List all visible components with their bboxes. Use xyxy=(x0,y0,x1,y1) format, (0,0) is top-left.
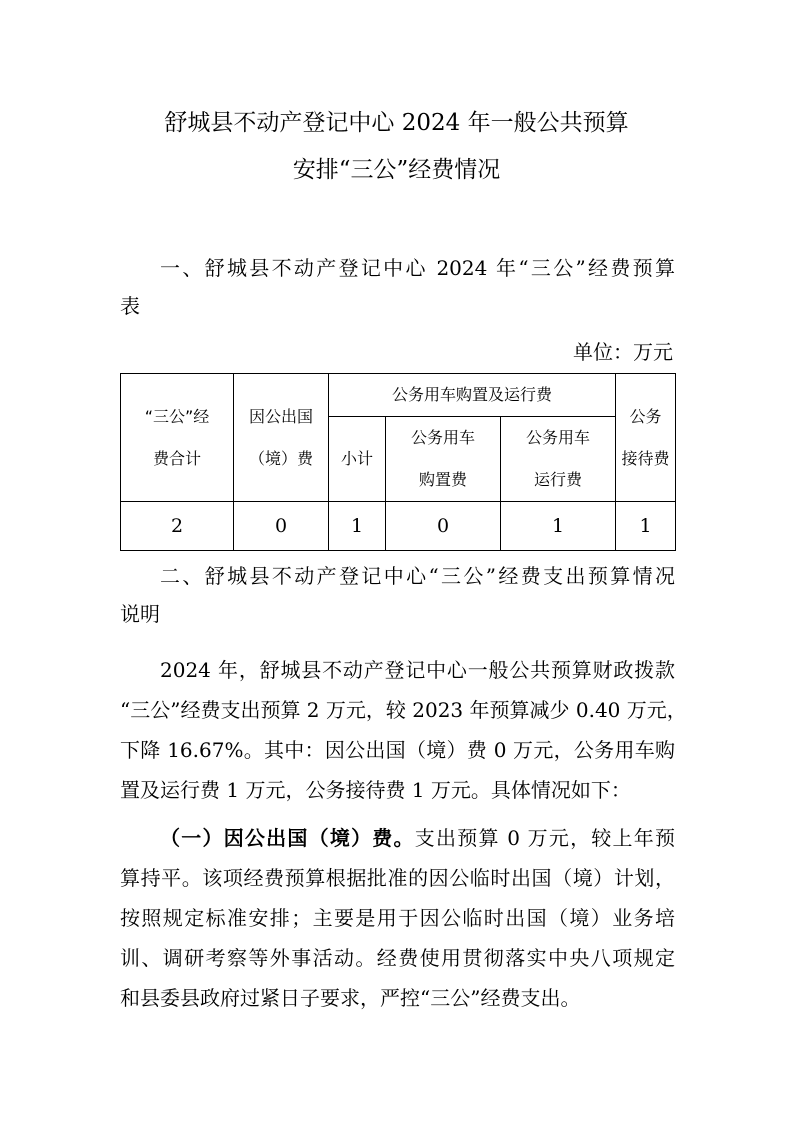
header-subtotal: 小计 xyxy=(329,417,386,502)
header-total: “三公”经 费合计 xyxy=(121,374,234,502)
paragraph-2-line-4: 训、调研考察等外事活动。经费使用贯彻落实中央八项规定 xyxy=(120,946,675,970)
subheading-abroad: （一）因公出国（境）费。 xyxy=(160,826,415,850)
paragraph-1-line-2: “三公”经费支出预算 2 万元，较 2023 年预算减少 0.40 万元， xyxy=(120,698,687,722)
paragraph-2-line-5: 和县委县政府过紧日子要求，严控“三公”经费支出。 xyxy=(120,986,581,1010)
header-vehicle-purchase: 公务用车 购置费 xyxy=(386,417,501,502)
value-reception: 1 xyxy=(616,502,676,551)
header-abroad: 因公出国 （境）费 xyxy=(234,374,329,502)
paragraph-1-line-4: 置及运行费 1 万元，公务接待费 1 万元。具体情况如下： xyxy=(120,778,631,802)
header-vehicle-operation: 公务用车 运行费 xyxy=(501,417,616,502)
section2-heading: 二、舒城县不动产登记中心“三公”经费支出预算情况 xyxy=(160,564,675,588)
paragraph-2-line-1: （一）因公出国（境）费。支出预算 0 万元，较上年预 xyxy=(160,826,675,850)
value-vehicle-purchase: 0 xyxy=(386,502,501,551)
paragraph-2-line-3: 按照规定标准安排；主要是用于因公临时出国（境）业务培 xyxy=(120,906,675,930)
header-reception: 公务 接待费 xyxy=(616,374,676,502)
value-total: 2 xyxy=(121,502,234,551)
section1-heading-cont: 表 xyxy=(120,294,140,318)
value-abroad: 0 xyxy=(234,502,329,551)
document-title-line-1: 舒城县不动产登记中心 2024 年一般公共预算 xyxy=(164,110,629,136)
budget-table xyxy=(120,373,676,551)
paragraph-1-line-1: 2024 年，舒城县不动产登记中心一般公共预算财政拨款 xyxy=(160,658,675,682)
paragraph-1-line-3: 下降 16.67%。其中：因公出国（境）费 0 万元，公务用车购 xyxy=(120,738,675,762)
unit-label: 单位：万元 xyxy=(573,340,673,364)
table-row xyxy=(121,502,676,551)
document-title-line-2: 安排“三公”经费情况 xyxy=(292,157,501,183)
value-subtotal: 1 xyxy=(329,502,386,551)
paragraph-2-line-2: 算持平。该项经费预算根据批准的因公临时出国（境）计划， xyxy=(120,866,675,890)
section2-heading-cont: 说明 xyxy=(120,602,160,626)
section1-heading: 一、舒城县不动产登记中心 2024 年“三公”经费预算 xyxy=(160,256,675,280)
value-vehicle-operation: 1 xyxy=(501,502,616,551)
header-vehicle: 公务用车购置及运行费 xyxy=(329,374,616,417)
